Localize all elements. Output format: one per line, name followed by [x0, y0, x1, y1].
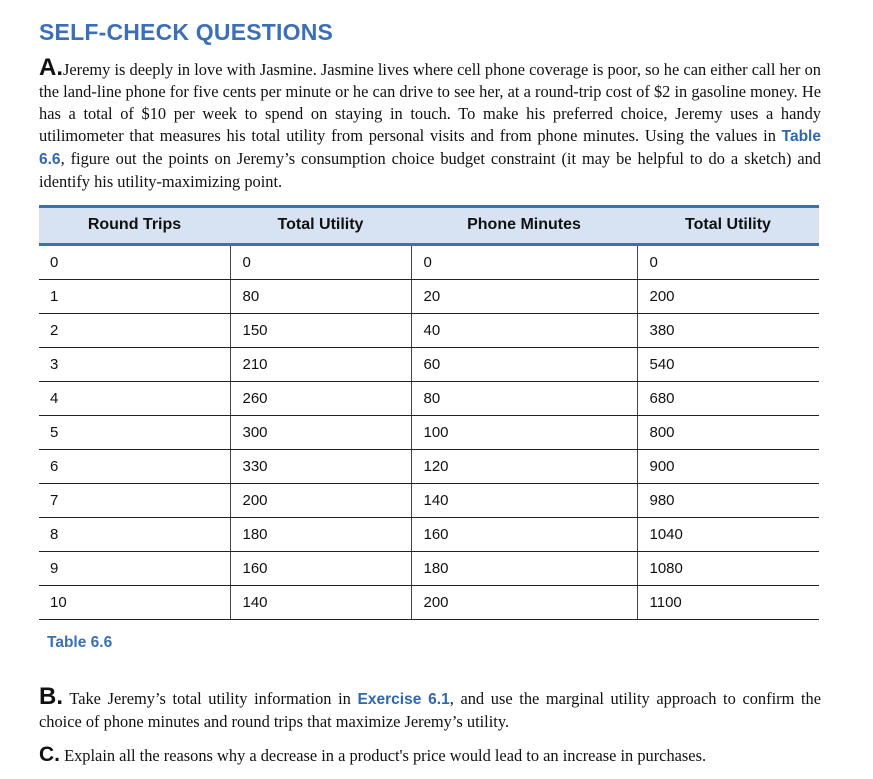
table-cell: 300	[230, 415, 411, 449]
table-cell: 330	[230, 449, 411, 483]
table-cell: 1	[39, 279, 230, 313]
table-cell: 980	[637, 483, 819, 517]
table-body	[39, 244, 819, 619]
table-cell: 200	[230, 483, 411, 517]
table-cell: 180	[411, 551, 637, 585]
table-cell: 80	[230, 279, 411, 313]
header-phone-minutes: Phone Minutes	[467, 216, 581, 234]
question-a-text-after: , figure out the points on Jeremy’s consumption choice budget constraint (it may be helpful to do a sketch) and identify his utility-maximizing point.	[39, 149, 821, 191]
table-cell: 380	[637, 313, 819, 347]
table-cell: 900	[637, 449, 819, 483]
table-cell: 800	[637, 415, 819, 449]
table-cell: 2	[39, 313, 230, 347]
table-cell: 0	[39, 244, 230, 279]
question-c-text: Explain all the reasons why a decrease in a product's price would lead to an increase in purchases.	[60, 746, 707, 765]
table-cell: 200	[637, 279, 819, 313]
table-cell: 100	[411, 415, 637, 449]
question-b-marker: B.	[39, 683, 63, 710]
table-row	[39, 585, 819, 619]
table-cell: 5	[39, 415, 230, 449]
table-cell: 40	[411, 313, 637, 347]
table-cell: 160	[411, 517, 637, 551]
question-c	[39, 744, 821, 767]
table-cell: 140	[230, 585, 411, 619]
table-row	[39, 415, 819, 449]
table-cell: 200	[411, 585, 637, 619]
table-row	[39, 347, 819, 381]
table-row	[39, 313, 819, 347]
section-heading: SELF-CHECK QUESTIONS	[39, 19, 334, 45]
question-a-marker: A.	[39, 54, 63, 81]
header-round-trips: Round Trips	[87, 216, 182, 234]
table-cell: 3	[39, 347, 230, 381]
question-a-text-before: Jeremy is deeply in love with Jasmine. Jasmine lives where cell phone coverage is poor, so he can either call her on the land-line phone for five cents per minute or he can drive to see her, at a round-trip cost of $2 in gasoline money. He has a total of $10 per week to spend on staying in touch. To make his preferred choice, Jeremy uses a handy utilimometer that measures his total utility from personal visits and from phone minutes. Using the values in	[39, 60, 821, 145]
table-cell: 9	[39, 551, 230, 585]
table-cell: 260	[230, 381, 411, 415]
table-cell: 6	[39, 449, 230, 483]
table-caption[interactable]: Table 6.6	[47, 634, 113, 651]
table-header-row	[39, 208, 819, 244]
table-cell: 540	[637, 347, 819, 381]
table-row	[39, 551, 819, 585]
question-b-text-after: , and use the marginal utility approach to confirm the choice of phone minutes and round trips that maximize Jeremy’s utility.	[39, 689, 822, 731]
table-cell: 210	[230, 347, 411, 381]
table-cell: 4	[39, 381, 230, 415]
table-row	[39, 279, 819, 313]
table-row	[39, 483, 819, 517]
exercise-link[interactable]: Exercise 6.1	[357, 691, 450, 708]
table-cell: 0	[230, 244, 411, 279]
table-row	[39, 244, 819, 279]
question-b	[39, 683, 822, 733]
table-cell: 120	[411, 449, 637, 483]
table-row	[39, 449, 819, 483]
table-row	[39, 381, 819, 415]
table-cell: 7	[39, 483, 230, 517]
table-cell: 20	[411, 279, 637, 313]
table-cell: 0	[411, 244, 637, 279]
table-cell: 680	[637, 381, 819, 415]
table-cell: 8	[39, 517, 230, 551]
table-cell: 80	[411, 381, 637, 415]
table-cell: 1040	[637, 517, 819, 551]
table-cell: 0	[637, 244, 819, 279]
table-cell: 1100	[637, 585, 819, 619]
table-cell: 10	[39, 585, 230, 619]
question-a	[39, 54, 821, 193]
table-cell: 1080	[637, 551, 819, 585]
table-cell: 140	[411, 483, 637, 517]
header-total-utility-phone: Total Utility	[685, 216, 771, 234]
table-cell: 60	[411, 347, 637, 381]
table-row	[39, 517, 819, 551]
table-cell: 160	[230, 551, 411, 585]
table-link[interactable]: Table 6.6	[39, 128, 821, 168]
table-cell: 180	[230, 517, 411, 551]
header-total-utility-trips: Total Utility	[277, 216, 364, 234]
table-cell: 150	[230, 313, 411, 347]
question-c-marker: C.	[39, 743, 60, 766]
utility-table	[39, 205, 819, 620]
question-b-text-before: Take Jeremy’s total utility information in	[63, 689, 358, 708]
